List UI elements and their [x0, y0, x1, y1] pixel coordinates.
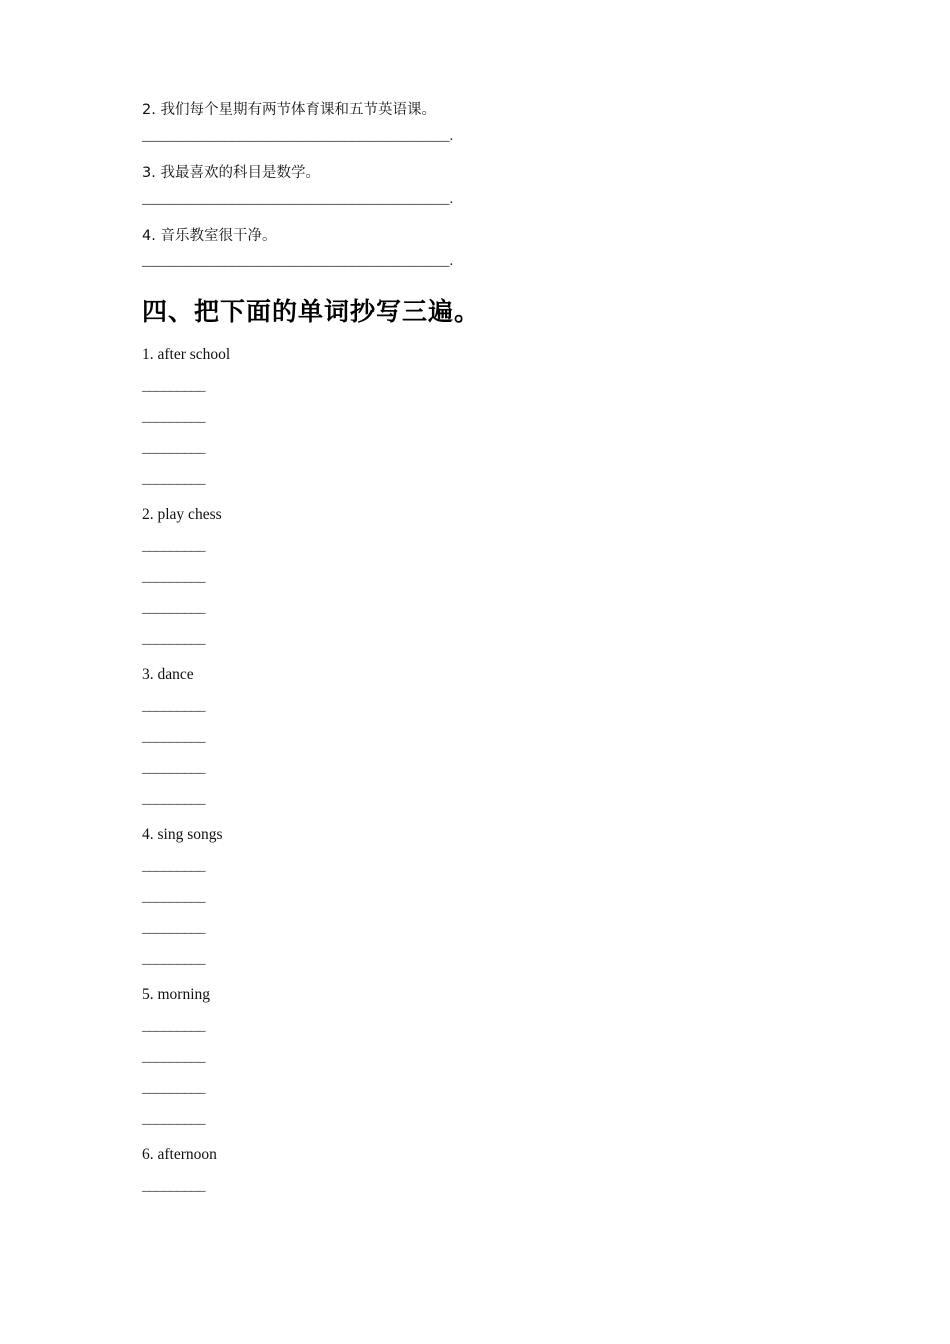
copy-blank-line[interactable]: _________	[142, 698, 205, 715]
copy-word-block-3	[142, 666, 820, 808]
copy-blank-line[interactable]: _________	[142, 1049, 205, 1066]
translate-item-4	[142, 226, 820, 271]
copy-blank-line[interactable]: _________	[142, 889, 205, 906]
translate-answer-line[interactable]: _________________________________________.	[142, 253, 454, 270]
copy-blank-line[interactable]: _________	[142, 791, 205, 808]
copy-blank-line[interactable]: _________	[142, 1111, 205, 1128]
copy-word-block-1	[142, 346, 820, 488]
copy-blank-line[interactable]: _________	[142, 409, 205, 426]
copy-blank-line[interactable]: _________	[142, 1018, 205, 1035]
copy-word-block-4	[142, 826, 820, 968]
copy-blank-line[interactable]: _________	[142, 729, 205, 746]
copy-blank-line[interactable]: _________	[142, 569, 205, 586]
copy-word-label: 5. morning	[142, 986, 211, 1004]
copy-blank-line[interactable]: _________	[142, 378, 205, 395]
copy-blank-line[interactable]: _________	[142, 440, 205, 457]
copy-word-block-5	[142, 986, 820, 1128]
copy-blank-line[interactable]: _________	[142, 471, 205, 488]
copy-blank-line[interactable]: _________	[142, 920, 205, 937]
copy-word-block-2	[142, 506, 820, 648]
copy-word-block-6	[142, 1146, 820, 1195]
copy-word-label: 4. sing songs	[142, 826, 223, 844]
copy-blank-line[interactable]: _________	[142, 600, 205, 617]
copy-word-label: 1. after school	[142, 346, 231, 364]
copy-word-label: 2. play chess	[142, 506, 222, 524]
copy-blank-line[interactable]: _________	[142, 1080, 205, 1097]
section-heading-four: 四、把下面的单词抄写三遍。	[142, 297, 481, 327]
translate-prompt: 3. 我最喜欢的科目是数学。	[142, 164, 320, 181]
copy-word-label: 6. afternoon	[142, 1146, 217, 1164]
translate-prompt: 4. 音乐教室很干净。	[142, 227, 277, 244]
translate-answer-line[interactable]: _________________________________________.	[142, 127, 454, 144]
translate-item-3	[142, 163, 820, 208]
translate-answer-line[interactable]: _________________________________________.	[142, 190, 454, 207]
copy-blank-line[interactable]: _________	[142, 951, 205, 968]
translate-item-2	[142, 100, 820, 145]
copy-blank-line[interactable]: _________	[142, 858, 205, 875]
translate-prompt: 2. 我们每个星期有两节体育课和五节英语课。	[142, 102, 436, 118]
copy-blank-line[interactable]: _________	[142, 538, 205, 555]
copy-blank-line[interactable]: _________	[142, 631, 205, 648]
copy-blank-line[interactable]: _________	[142, 760, 205, 777]
copy-blank-line[interactable]: _________	[142, 1178, 205, 1195]
copy-word-label: 3. dance	[142, 666, 194, 684]
